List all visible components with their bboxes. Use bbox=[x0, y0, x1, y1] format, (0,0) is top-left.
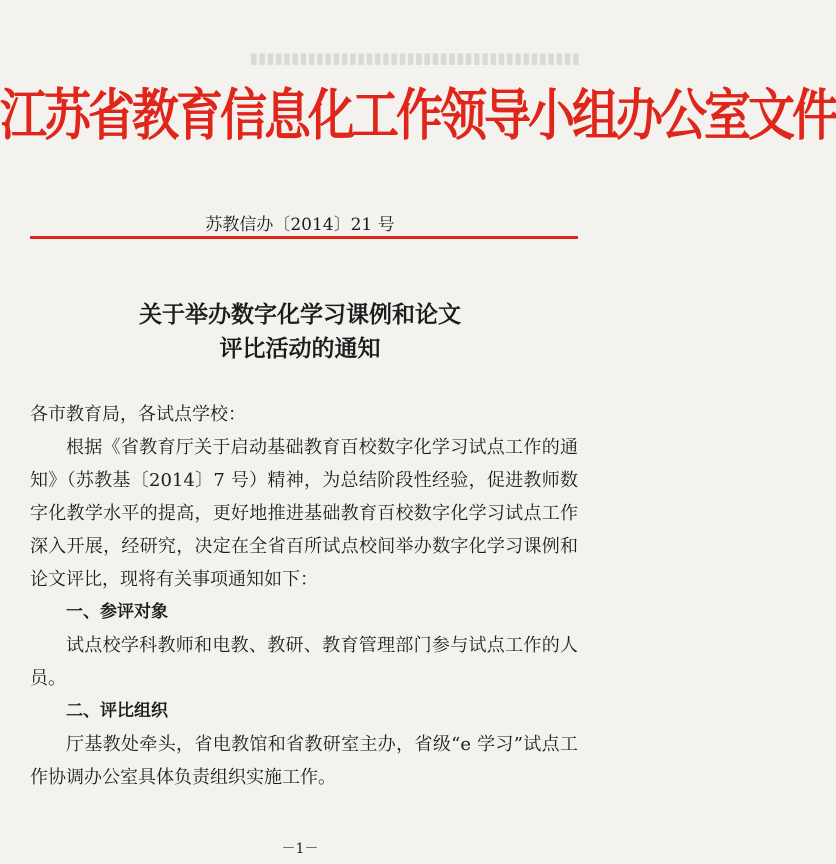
document-number: 苏教信办〔2014〕21 号 bbox=[205, 215, 395, 235]
notice-title-line-1: 关于举办数字化学习课例和论文 bbox=[139, 302, 461, 328]
red-divider-line bbox=[30, 236, 578, 239]
bleed-through-texture: ▮▮▮▮▮▮▮▮▮▮▮▮▮▮▮▮▮▮▮▮▮▮▮▮▮▮▮▮▮▮▮▮▮▮▮▮▮▮▮▮ bbox=[249, 49, 580, 67]
page-number: －1－ bbox=[281, 841, 319, 857]
salutation: 各市教育局，各试点学校： bbox=[30, 404, 246, 425]
notice-title-line-2: 评比活动的通知 bbox=[219, 336, 381, 362]
paragraph-intro: 根据《省教育厅关于启动基础教育百校数字化学习试点工作的通知》（苏教基〔2014〕7 号）精神，为总结阶段性经验，促进教师数字化教学水平的提高，更好地推进基础教育百校数字化学习试点工作深入开展，经研究，决定在全省百所试点校间举办数字化学习课例和论文评比，现将有关事项通知如下： bbox=[30, 437, 578, 590]
paragraph-organization: 厅基教处牵头，省电教馆和省教研室主办，省级“e 学习”试点工作协调办公室具体负责组织实施工作。 bbox=[30, 734, 578, 788]
paragraph-participants: 试点校学科教师和电教、教研、教育管理部门参与试点工作的人员。 bbox=[30, 635, 578, 689]
section-heading-organization: 二、评比组织 bbox=[66, 701, 168, 721]
red-header-title: 江苏省教育信息化工作领导小组办公室文件 bbox=[0, 83, 836, 149]
section-heading-participants: 一、参评对象 bbox=[66, 602, 168, 622]
